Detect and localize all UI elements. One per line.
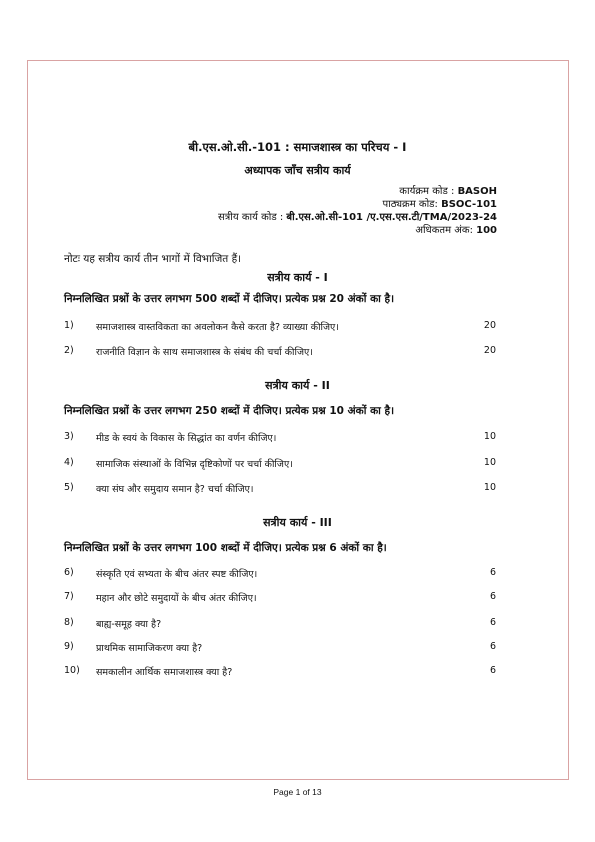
question-marks: 10 xyxy=(483,482,496,493)
programme-code-value: BASOH xyxy=(457,186,497,197)
course-code-label: पाठ्यक्रम कोड: xyxy=(382,199,438,210)
question-marks: 6 xyxy=(489,617,496,628)
question-text: राजनीति विज्ञान के साथ समाजशास्त्र के संबंध की चर्चा कीजिए। xyxy=(96,347,313,358)
note-text: नोटः यह सत्रीय कार्य तीन भागों में विभाजित हैं। xyxy=(64,253,242,265)
question-text: क्या संघ और समुदाय समान है? चर्चा कीजिए। xyxy=(96,484,254,495)
assignment-code-line xyxy=(218,209,497,223)
question-marks: 6 xyxy=(489,567,496,578)
page-number-footer: Page 1 of 13 xyxy=(273,787,322,797)
course-code-value: BSOC-101 xyxy=(441,199,497,210)
section-heading: सत्रीय कार्य - I xyxy=(267,271,328,284)
question-text: समाजशास्त्र वास्तविकता का अवलोकन कैसे करता है? व्याख्या कीजिए। xyxy=(96,322,339,333)
section-instruction: निम्नलिखित प्रश्नों के उत्तर लगभग 500 शब्दों में दीजिए। प्रत्येक प्रश्न 20 अंकों का है। xyxy=(64,293,395,305)
assignment-code-value: बी.एस.ओ.सी-101 /ए.एस.एस.टी/TMA/2023-24 xyxy=(286,212,497,223)
programme-code-line xyxy=(399,183,497,197)
question-number: 10) xyxy=(64,665,80,676)
question-number: 5) xyxy=(64,482,74,493)
section-instruction: निम्नलिखित प्रश्नों के उत्तर लगभग 100 शब्दों में दीजिए। प्रत्येक प्रश्न 6 अंकों का है। xyxy=(64,542,387,554)
question-number: 6) xyxy=(64,567,74,578)
question-text: महान और छोटे समुदायों के बीच अंतर कीजिए। xyxy=(96,593,257,604)
question-text: समकालीन आर्थिक समाजशास्त्र क्या है? xyxy=(96,667,233,678)
question-marks: 20 xyxy=(483,320,496,331)
question-text: सामाजिक संस्थाओं के विभिन्न दृष्टिकोणों पर चर्चा कीजिए। xyxy=(96,459,293,470)
question-number: 9) xyxy=(64,641,74,652)
question-marks: 10 xyxy=(483,457,496,468)
question-text: संस्कृति एवं सभ्यता के बीच अंतर स्पष्ट कीजिए। xyxy=(96,569,258,580)
document-title: बी.एस.ओ.सी.-101 : समाजशास्त्र का परिचय - I xyxy=(188,140,407,154)
question-number: 7) xyxy=(64,591,74,602)
section-heading: सत्रीय कार्य - II xyxy=(265,379,330,392)
question-number: 2) xyxy=(64,345,74,356)
max-marks-value: 100 xyxy=(476,225,497,236)
max-marks-line xyxy=(415,222,497,236)
question-text: मीड के स्वयं के विकास के सिद्धांत का वर्णन कीजिए। xyxy=(96,433,277,444)
assignment-code-label: सत्रीय कार्य कोड : xyxy=(217,212,284,223)
programme-code-label: कार्यक्रम कोड : xyxy=(399,186,455,197)
question-number: 1) xyxy=(64,320,74,331)
question-marks: 6 xyxy=(489,665,496,676)
question-number: 4) xyxy=(64,457,74,468)
section-heading: सत्रीय कार्य - III xyxy=(263,516,332,529)
question-marks: 6 xyxy=(489,641,496,652)
document-subtitle: अध्यापक जाँच सत्रीय कार्य xyxy=(244,164,351,177)
max-marks-label: अधिकतम अंक: xyxy=(415,225,473,236)
question-marks: 10 xyxy=(483,431,496,442)
question-text: प्राथमिक सामाजिकरण क्या है? xyxy=(96,643,203,654)
question-marks: 20 xyxy=(483,345,496,356)
question-number: 8) xyxy=(64,617,74,628)
question-number: 3) xyxy=(64,431,74,442)
section-instruction: निम्नलिखित प्रश्नों के उत्तर लगभग 250 शब्दों में दीजिए। प्रत्येक प्रश्न 10 अंकों का है। xyxy=(64,405,395,417)
question-marks: 6 xyxy=(489,591,496,602)
question-text: बाह्य-समूह क्या है? xyxy=(96,619,162,630)
course-code-line xyxy=(383,196,498,210)
